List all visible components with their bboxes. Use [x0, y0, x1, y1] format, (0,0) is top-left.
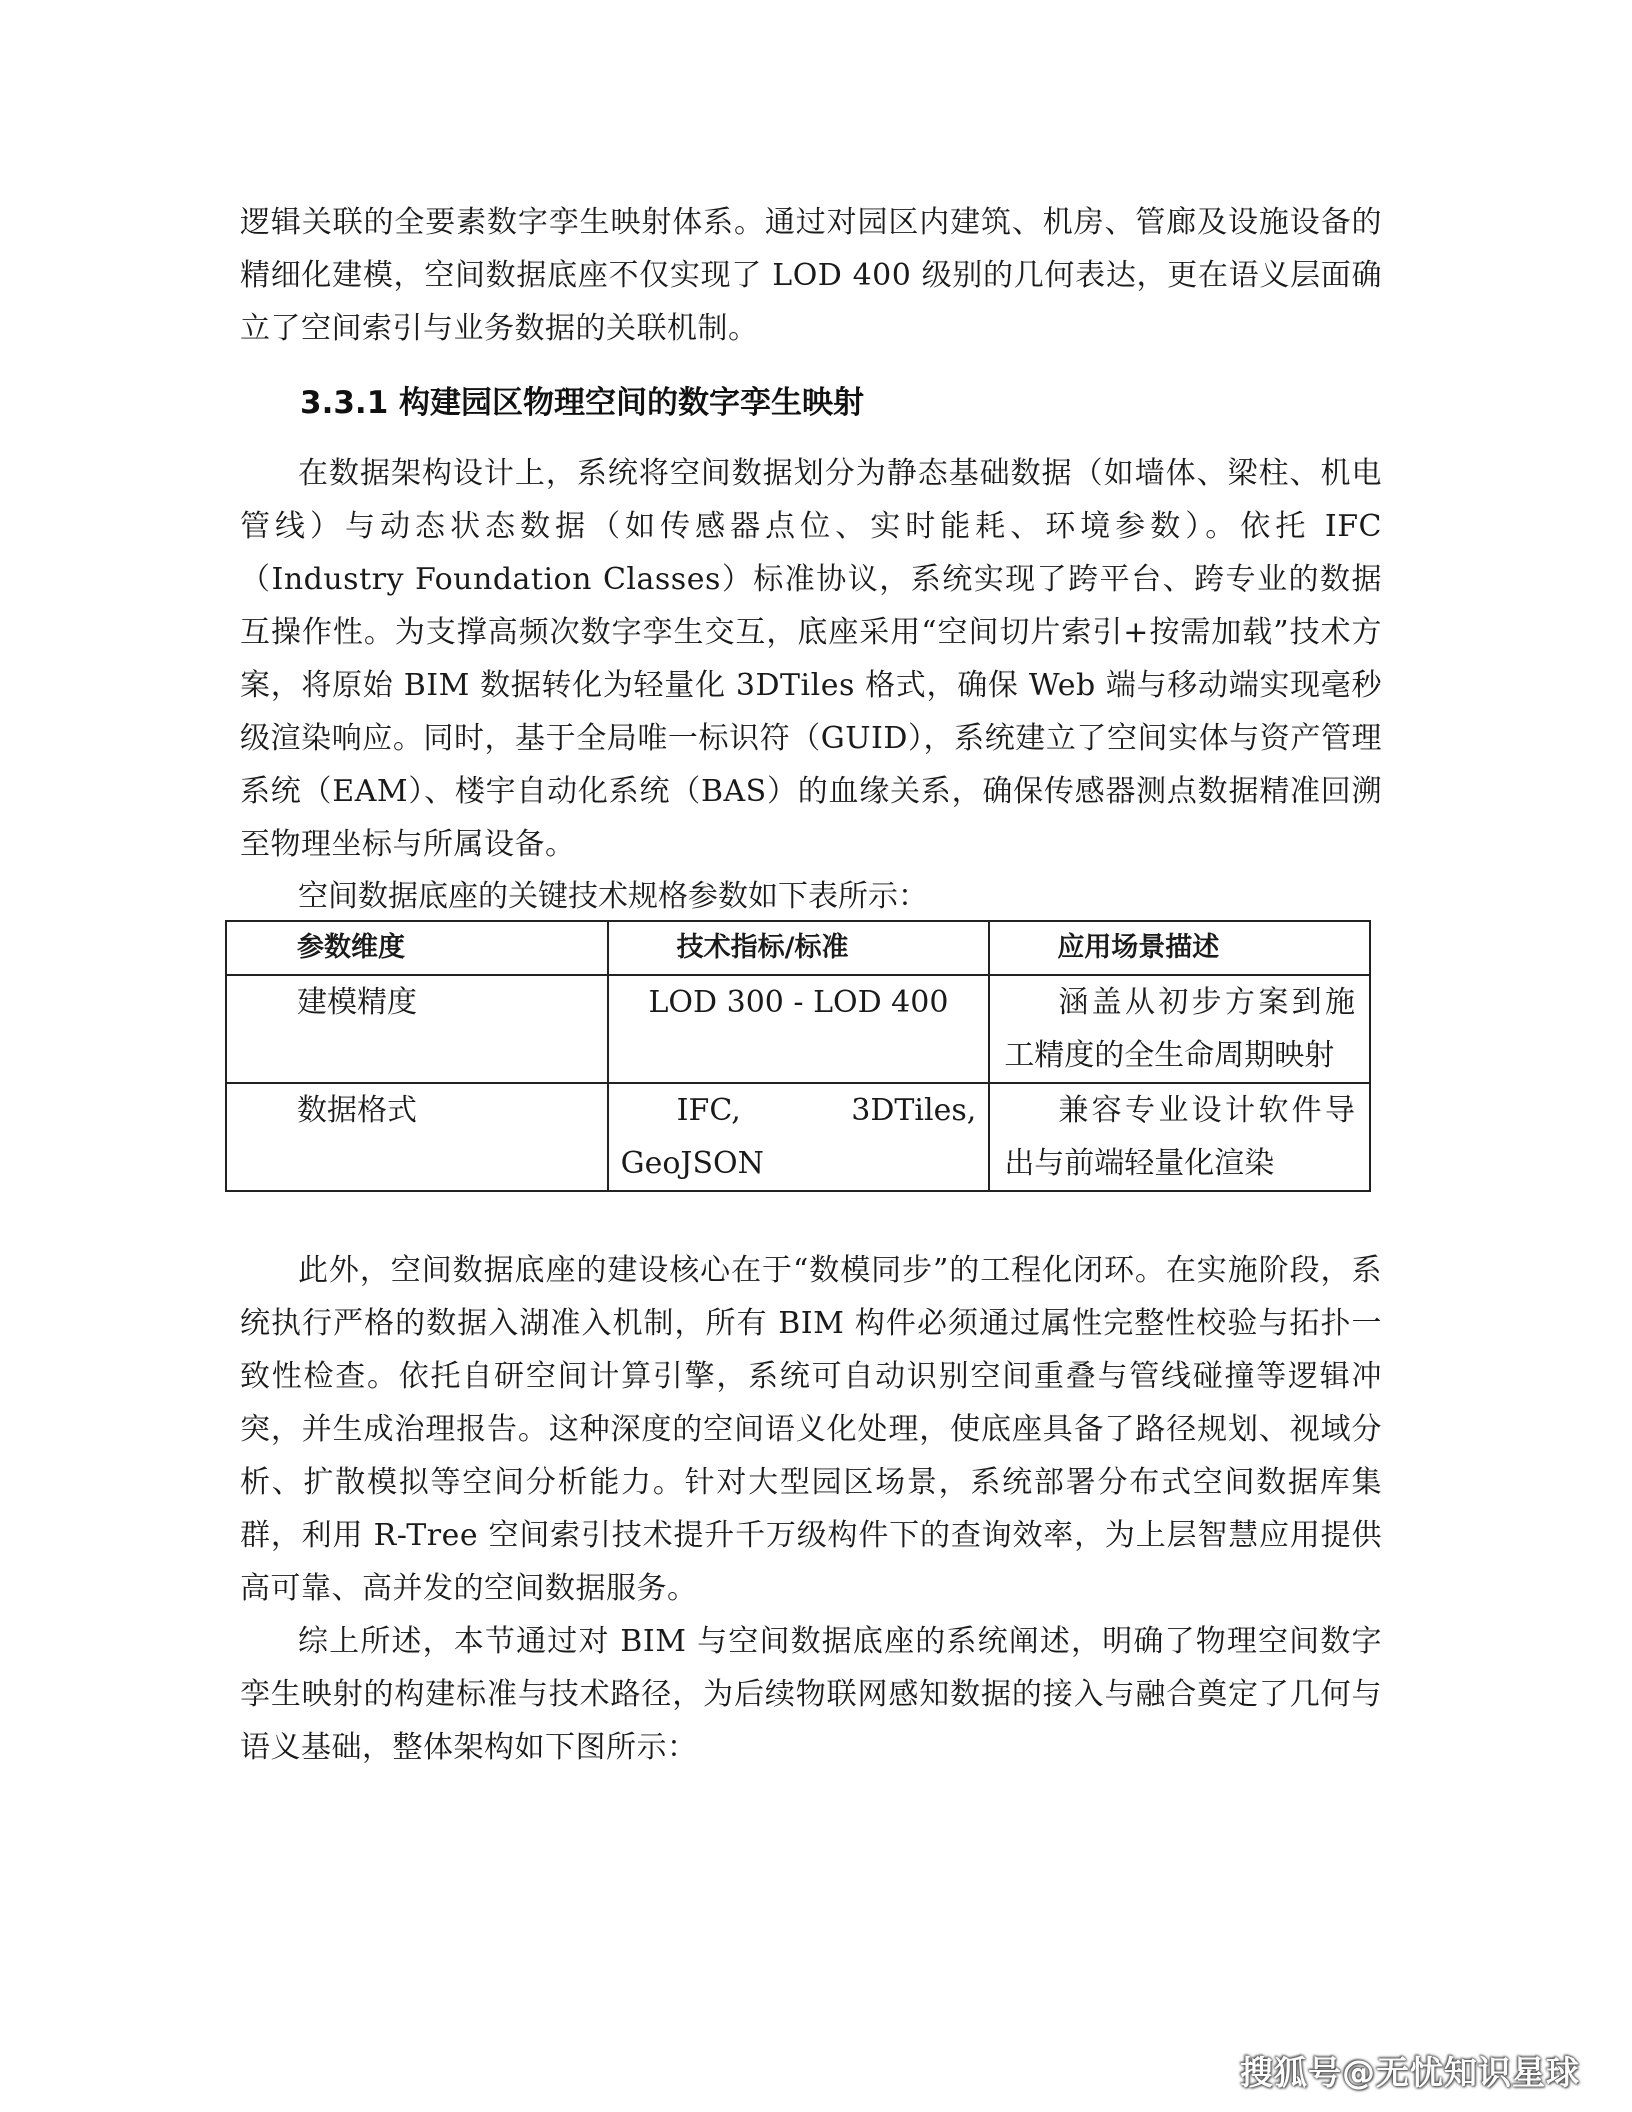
header-standard: 技术指标/标准 [608, 921, 990, 975]
table-row [226, 1083, 1370, 1191]
paragraph-intro: 逻辑关联的全要素数字孪生映射体系。通过对园区内建筑、机房、管廊及设施设备的精细化建模，空间数据底座不仅实现了 LOD 400 级别的几何表达，更在语义层面确立了空间索引与业务数据的关联机制。 [240, 205, 1382, 346]
cell-scenario: 兼容专业设计软件导出与前端轻量化渲染 [989, 1083, 1370, 1191]
table-row [226, 975, 1370, 1083]
table-header-row [226, 921, 1370, 975]
cell-standard: LOD 300 - LOD 400 [608, 975, 990, 1083]
cell-standard: IFC, 3DTiles, GeoJSON [608, 1083, 990, 1191]
header-dimension: 参数维度 [226, 921, 608, 975]
paragraph-summary: 综上所述，本节通过对 BIM 与空间数据底座的系统阐述，明确了物理空间数字孪生映射的构建标准与技术路径，为后续物联网感知数据的接入与融合奠定了几何与语义基础，整体架构如下图所示： [240, 1624, 1382, 1765]
cell-dimension: 数据格式 [226, 1083, 608, 1191]
header-scenario: 应用场景描述 [989, 921, 1370, 975]
table-intro: 空间数据底座的关键技术规格参数如下表所示： [298, 879, 928, 914]
watermark: 搜狐号@无忧知识星球 [1240, 2053, 1580, 2092]
paragraph-closed-loop: 此外，空间数据底座的建设核心在于“数模同步”的工程化闭环。在实施阶段，系统执行严格的数据入湖准入机制，所有 BIM 构件必须通过属性完整性校验与拓扑一致性检查。依托自研空间计算引擎，系统可自动识别空间重叠与管线碰撞等逻辑冲突，并生成治理报告。这种深度的空间语义化处理，使底座具备了路径规划、视域分析、扩散模拟等空间分析能力。针对大型园区场景，系统部署分布式空间数据库集群，利用 R-Tree 空间索引技术提升千万级构件下的查询效率，为上层智慧应用提供高可靠、高并发的空间数据服务。 [240, 1253, 1382, 1606]
cell-dimension: 建模精度 [226, 975, 608, 1083]
section-heading: 3.3.1 构建园区物理空间的数字孪生映射 [300, 385, 865, 421]
spec-table [225, 920, 1371, 1192]
cell-scenario: 涵盖从初步方案到施工精度的全生命周期映射 [989, 975, 1370, 1083]
paragraph-architecture: 在数据架构设计上，系统将空间数据划分为静态基础数据（如墙体、梁柱、机电管线）与动态状态数据（如传感器点位、实时能耗、环境参数）。依托 IFC（Industry Foundation Classes）标准协议，系统实现了跨平台、跨专业的数据互操作性。为支撑高频次数字孪生交互，底座采用“空间切片索引+按需加载”技术方案，将原始 BIM 数据转化为轻量化 3DTiles 格式，确保 Web 端与移动端实现毫秒级渲染响应。同时，基于全局唯一标识符（GUID），系统建立了空间实体与资产管理系统（EAM）、楼宇自动化系统（BAS）的血缘关系，确保传感器测点数据精准回溯至物理坐标与所属设备。 [240, 456, 1382, 862]
